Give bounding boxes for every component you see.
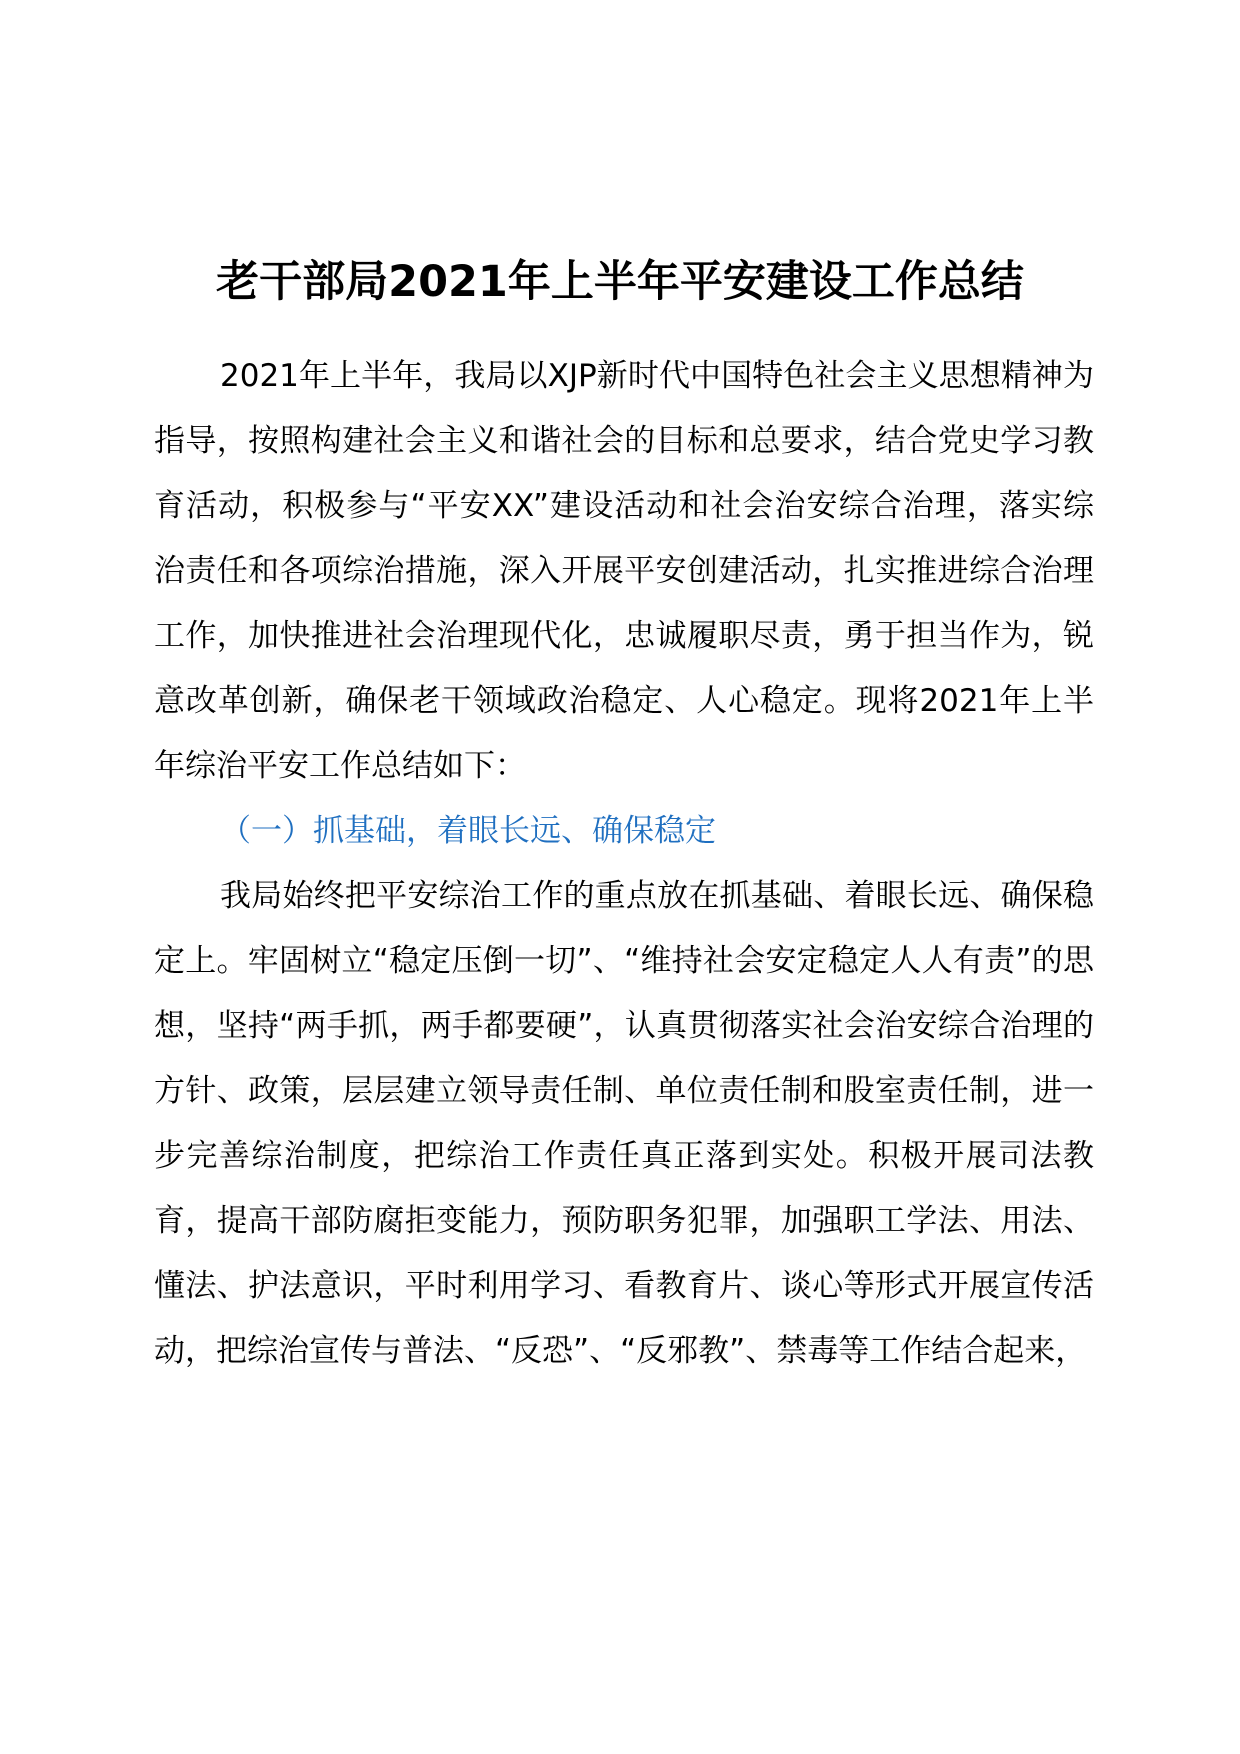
intro-paragraph: 2021年上半年，我局以XJP新时代中国特色社会主义思想精神为指导，按照构建社会主义和谐社会的目标和总要求，结合党史学习教育活动，积极参与“平安XX”建设活动和社会治安综合治理，落实综治责任和各项综治措施，深入开展平安创建活动，扎实推进综合治理工作，加快推进社会治理现代化，忠诚履职尽责，勇于担当作为，锐意改革创新，确保老干领域政治稳定、人心稳定。现将2021年上半年综治平安工作总结如下： [154, 358, 1094, 784]
document-body [154, 344, 1094, 1384]
section-paragraph: 我局始终把平安综治工作的重点放在抓基础、着眼长远、确保稳定上。牢固树立“稳定压倒一切”、“维持社会安定稳定人人有责”的思想，坚持“两手抓，两手都要硬”，认真贯彻落实社会治安综合治理的方针、政策，层层建立领导责任制、单位责任制和股室责任制，进一步完善综治制度，把综治工作责任真正落到实处。积极开展司法教育，提高干部防腐拒变能力，预防职务犯罪，加强职工学法、用法、懂法、护法意识，平时利用学习、看教育片、谈心等形式开展宣传活动，把综治宣传与普法、“反恐”、“反邪教”、禁毒等工作结合起来， [154, 878, 1094, 1369]
section-heading: （一）抓基础，着眼长远、确保稳定 [220, 813, 716, 849]
document-title: 老干部局2021年上半年平安建设工作总结 [216, 257, 1024, 307]
